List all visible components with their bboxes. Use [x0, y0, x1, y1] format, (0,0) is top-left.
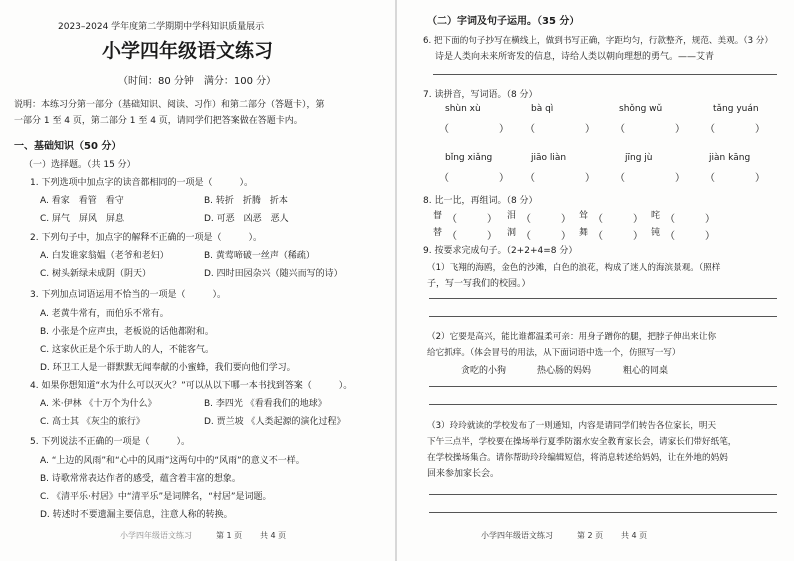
q8-box-6[interactable]: （ ）	[521, 231, 571, 242]
q5-option-d: D. 转述时不要遗漏主要信息，注意人称的转换。	[40, 510, 233, 520]
q8-char-4: 咤	[651, 211, 661, 221]
q8-char-8: 钝	[651, 228, 661, 238]
q9-part2-answer-line-1	[429, 386, 777, 387]
q6-quote: 诗是人类向未来所寄发的信息，诗给人类以朝向理想的勇气。——艾青	[435, 52, 715, 62]
instructions-line-1: 说明：本练习分第一部分（基础知识、阅读、习作）和第二部分（答题卡），第	[14, 100, 325, 110]
answer-box-4[interactable]: （ ）	[705, 124, 765, 135]
q2-option-d: D. 四时田园杂兴（随兴而写的诗）	[204, 269, 343, 279]
answer-box-6[interactable]: （ ）	[525, 173, 595, 184]
footer-label: 小学四年级语文练习	[481, 531, 553, 540]
q8-char-5: 替	[433, 228, 443, 238]
subsection-word-sentence: （二）字词及句子运用。（35 分）	[427, 16, 580, 27]
q5-option-b: B. 诗歌常常表达作者的感受，蕴含着丰富的想象。	[40, 474, 241, 484]
q8-box-4[interactable]: （ ）	[665, 214, 715, 225]
q3-option-d: D. 环卫工人是一群默默无闻奉献的小蜜蜂，我们要向他们学习。	[40, 363, 296, 373]
footer-total-pages: 共 4 页	[621, 531, 648, 540]
answer-box-7[interactable]: （ ）	[615, 173, 685, 184]
q8-char-6: 洞	[507, 228, 517, 238]
pinyin-5: bǐng xiǎng	[445, 153, 493, 163]
q2-option-b: B. 黄莺啼破一丝声（稀疏）	[204, 251, 315, 261]
q8-box-3[interactable]: （ ）	[593, 214, 643, 225]
footer-total-pages: 共 4 页	[260, 531, 287, 540]
pinyin-2: bà qì	[531, 104, 554, 114]
pinyin-1: shùn xù	[445, 104, 481, 114]
q8-box-1[interactable]: （ ）	[447, 214, 497, 225]
q8-char-3: 耸	[579, 211, 589, 221]
q9-part1-line2: 子，写一写我们的校园。）	[427, 279, 531, 289]
q1-option-a: A. 看家 看管 看守	[40, 196, 124, 206]
q6-answer-line	[433, 74, 777, 75]
q4-option-b: B. 李四光 《看看我们的地球》	[204, 399, 327, 409]
q5-option-a: A. “上边的风雨”和“心中的风雨”这两句中的“风雨”的意义不一样。	[40, 456, 305, 466]
answer-box-2[interactable]: （ ）	[525, 124, 595, 135]
q1-option-d: D. 可恶 凶恶 恶人	[204, 214, 289, 224]
q9-part3-line4: 回来参加家长会。	[427, 469, 500, 479]
instructions-line-2: 一部分 1 至 4 页，第二部分 1 至 4 页，请同学们把答案做在答题卡内。	[14, 116, 303, 126]
answer-box-1[interactable]: （ ）	[439, 124, 509, 135]
pinyin-4: tǎng yuán	[713, 104, 759, 114]
question-8: 8. 比一比，再组词。（8 分）	[423, 196, 538, 206]
q3-option-a: A. 老黄牛常有，而伯乐不常有。	[40, 309, 169, 319]
q8-char-1: 督	[433, 211, 443, 221]
q9-part1-line1: （1）飞翔的海鸥，金色的沙滩，白色的浪花，构成了迷人的海滨景观。（照样	[427, 263, 721, 273]
q5-option-c: C. 《清平乐·村居》中“清平乐”是词牌名，“村居”是词题。	[40, 492, 272, 502]
pinyin-3: shǒng wǔ	[619, 104, 663, 114]
q2-option-a: A. 白发谁家翁媪（老爷和老妇）	[40, 251, 169, 261]
q4-option-a: A. 米·伊林 《十万个为什么》	[40, 399, 157, 409]
footer-label: 小学四年级语文练习	[120, 531, 192, 540]
q9-word-3: 粗心的同桌	[623, 366, 669, 376]
answer-box-8[interactable]: （ ）	[705, 173, 765, 184]
question-3: 3. 下列加点词语运用不恰当的一项是（ ）。	[30, 290, 226, 300]
q4-option-c: C. 高士其 《灰尘的旅行》	[40, 417, 145, 427]
question-4: 4. 如果你想知道“水为什么可以灭火？”可以从以下哪一本书找到答案（ ）。	[30, 381, 353, 391]
footer-page-number: 第 2 页	[577, 531, 604, 540]
page-2	[397, 0, 794, 561]
question-1: 1. 下列选项中加点字的读音都相同的一项是（ ）。	[30, 178, 253, 188]
q9-part3-answer-line-2	[429, 512, 777, 513]
q9-word-1: 贪吃的小狗	[461, 366, 507, 376]
subsection-choice: （一）选择题。（共 15 分）	[24, 160, 136, 170]
section-basic-knowledge: 一、基础知识（50 分）	[14, 141, 122, 152]
q9-part1-answer-line-2	[429, 316, 777, 317]
q9-part3-line2: 下午三点半，学校要在操场举行夏季防溺水安全教育家长会，请家长们带好纸笔，	[427, 437, 737, 447]
question-2: 2. 下列句子中，加点字的解释不正确的一项是（ ）。	[30, 233, 262, 243]
question-7: 7. 读拼音，写词语。（8 分）	[423, 90, 538, 100]
pinyin-8: jiàn kāng	[709, 153, 751, 163]
question-5: 5. 下列说法不正确的一项是（ ）。	[30, 437, 190, 447]
q8-box-5[interactable]: （ ）	[447, 231, 497, 242]
exam-header: 2023–2024 学年度第二学期期中学科知识质量展示	[58, 22, 265, 32]
q3-option-c: C. 这家伙正是个乐于助人的人，不能客气。	[40, 345, 215, 355]
answer-box-3[interactable]: （ ）	[615, 124, 685, 135]
q1-option-c: C. 屏气 屏风 屏息	[40, 214, 125, 224]
q9-part3-answer-line-1	[429, 494, 777, 495]
q9-part3-line1: （3）玲玲就读的学校发布了一则通知，内容是请同学们转告各位家长，明天	[427, 421, 717, 431]
q8-box-8[interactable]: （ ）	[665, 231, 715, 242]
question-9: 9. 按要求完成句子。（2+2+4=8 分）	[423, 246, 578, 256]
question-6: 6. 把下面的句子抄写在横线上，做到书写正确，字距均匀，行款整齐，规范、美观。（3 分）	[423, 36, 773, 46]
q3-option-b: B. 小张是个应声虫，老板说的话他都附和。	[40, 327, 214, 337]
time-info: （时间：80 分钟 满分：100 分）	[118, 76, 277, 87]
q1-option-b: B. 转折 折腾 折本	[204, 196, 288, 206]
q4-option-d: D. 贾兰坡 《人类起源的演化过程》	[204, 417, 346, 427]
q8-char-7: 舞	[579, 228, 589, 238]
q9-part3-line3: 在学校操场集合。请你帮助玲玲编辑短信，将消息转述给妈妈，让在外地的妈妈	[427, 453, 728, 463]
footer-page-number: 第 1 页	[216, 531, 243, 540]
q2-option-c: C. 树头新绿未成阴（阴天）	[40, 269, 152, 279]
q9-part1-answer-line-1	[429, 298, 777, 299]
q9-word-2: 热心肠的妈妈	[537, 366, 592, 376]
q9-part2-answer-line-2	[429, 404, 777, 405]
q9-part2-line1: （2）它要是高兴，能比谁都温柔可亲：用身子蹭你的腿，把脖子伸出来让你	[427, 332, 717, 342]
q9-part2-line2: 给它抓痒。（体会冒号的用法，从下面词语中选一个，仿照写一写）	[427, 348, 681, 358]
q8-box-2[interactable]: （ ）	[521, 214, 571, 225]
exam-title: 小学四年级语文练习	[102, 40, 274, 62]
pinyin-6: jiāo liàn	[531, 153, 567, 163]
answer-box-5[interactable]: （ ）	[439, 173, 509, 184]
q8-box-7[interactable]: （ ）	[593, 231, 643, 242]
pinyin-7: jīng jù	[625, 153, 653, 163]
q8-char-2: 泪	[507, 211, 517, 221]
